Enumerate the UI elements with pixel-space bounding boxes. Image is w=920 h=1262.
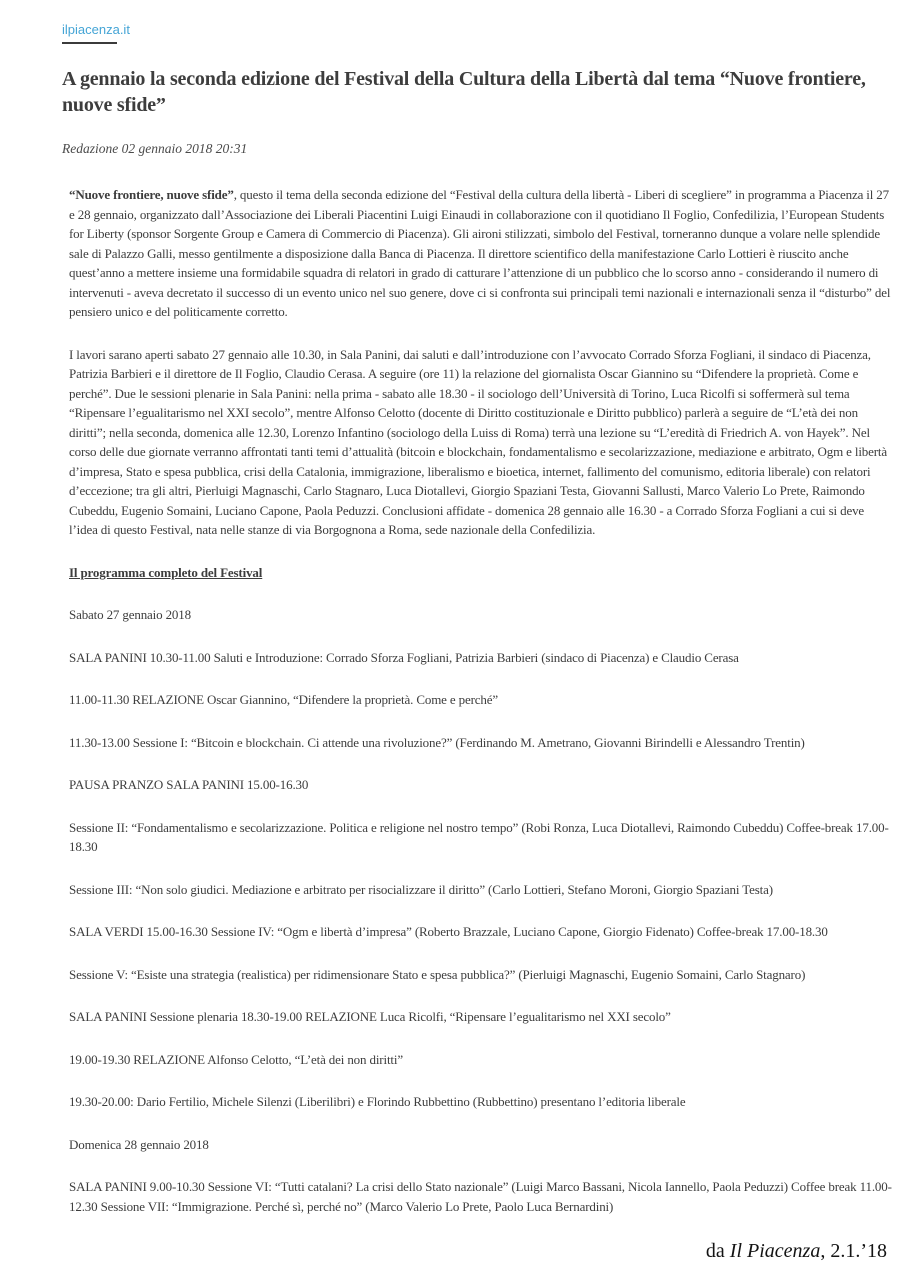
program-item: Sabato 27 gennaio 2018 xyxy=(69,607,191,622)
site-link[interactable]: ilpiacenza.it xyxy=(62,22,130,37)
program-item: Sessione II: “Fondamentalismo e secolarizzazione. Politica e religione nel nostro tempo” (Robi Ronza, Luca Diotallevi, Raimondo Cubeddu) Coffee-break 17.00-18.30 xyxy=(69,819,889,854)
attribution-prefix: da xyxy=(705,1240,730,1262)
program-item: Sessione V: “Esiste una strategia (realistica) per ridimensionare Stato e spesa pubblica?” (Pierluigi Magnaschi, Eugenio Somaini, Carlo Stagnaro) xyxy=(69,966,806,982)
program-item: 19.30-20.00: Dario Fertilio, Michele Silenzi (Liberilibri) e Florindo Rubbettino (Rubbettino) presentano l’editoria liberale xyxy=(69,1094,686,1109)
byline: Redazione 02 gennaio 2018 20:31 xyxy=(62,141,248,156)
program-item: SALA VERDI 15.00-16.30 Sessione IV: “Ogm e libertà d’impresa” (Roberto Brazzale, Luciano Capone, Giorgio Fidenato) Coffee-break 17.00-18.30 xyxy=(69,924,828,939)
program-item: Domenica 28 gennaio 2018 xyxy=(69,1136,209,1152)
program-item: 19.00-19.30 RELAZIONE Alfonso Celotto, “L’età dei non diritti” xyxy=(69,1051,403,1067)
article-paragraph xyxy=(69,185,893,322)
page-title: A gennaio la seconda edizione del Festival della Cultura della Libertà dal tema “Nuove frontiere, nuove sfide” xyxy=(62,68,866,116)
header-rule xyxy=(62,42,117,44)
article-paragraph: I lavori sarano aperti sabato 27 gennaio alle 10.30, in Sala Panini, dai saluti e dall’introduzione con l’avvocato Corrado Sforza Fogliani, il sindaco di Piacenza, Patrizia Barbieri e il direttore de Il Foglio, Claudio Cerasa. A seguire (ore 11) la relazione del giornalista Oscar Giannino su “Difendere la proprietà. Come e perché”. Due le sessioni plenarie in Sala Panini: nella prima - sabato alle 18.30 - il sociologo dell’Università di Torino, Luca Ricolfi si soffermerà sul tema “Ripensare l’egualitarismo nel XXI secolo”, mentre Alfonso Celotto (docente di Diritto costituzionale e Diritto pubblico) parlerà a seguire de “L’età dei non diritti”; nella seconda, domenica alle 12.30, Lorenzo Infantino (sociologo della Luiss di Roma) terrà una lezione su “L’eredità di Friedrich A. von Hayek”. Nel corso delle due giornate verranno affrontati tanti temi d’attualità (bitcoin e blockchain, fondamentalismo e secolarizzazione, mediazione e arbitrato, Ogm e libertà d’impresa, Stato e spesa pubblica, crisi della Catalonia, immigrazione, liberalismo e bioetica, internet, fallimento del comunismo, editoria liberale) con relatori d’eccezione; tra gli altri, Pierluigi Magnaschi, Carlo Stagnaro, Luca Diotallevi, Giorgio Spaziani Testa, Giovanni Sallusti, Marco Valerio Lo Prete, Raimondo Cubeddu, Eugenio Somaini, Luciano Capone, Paola Peduzzi. Conclusioni affidate - domenica 28 gennaio alle 16.30 - a Corrado Sforza Fogliani a cui si deve l’idea di questo Festival, nata nelle stanze di via Borgognona a Roma, sede nazionale della Confedilizia. xyxy=(69,346,888,537)
program-item: 11.00-11.30 RELAZIONE Oscar Giannino, “Difendere la proprietà. Come e perché” xyxy=(69,692,498,707)
source-attribution xyxy=(69,1239,887,1262)
paragraph-lead-bold: “Nuove frontiere, nuove sfide” xyxy=(69,187,234,202)
paragraph-text: , questo il tema della seconda edizione del “Festival della cultura della libertà - Liberi di scegliere” in programma a Piacenza il 27 e 28 gennaio, organizzato dall’Associazione dei Liberali Piacentini Luigi Einaudi in collaborazione con il quotidiano Il Foglio, Confedilizia, l’European Students for Liberty (sponsor Sorgente Group e Camera di Commercio di Piacenza). Gli aironi stilizzati, simbolo del Festival, torneranno dunque a volare nelle splendide sale di Palazzo Galli, messo gentilmente a disposizione dalla Banca di Piacenza. Il direttore scientifico della manifestazione Carlo Lottieri è riuscito anche quest’anno a mettere insieme una formidabile squadra di relatori in grado di catturare l’attenzione di un pubblico che lo scorso anno - considerando il numero di intervenuti - aveva decretato il successo di un evento unico nel suo genere, dove ci si confronta sui principali temi nazionali e internazionali senza il “disturbo” del pensiero unico e del politicamente corretto. xyxy=(69,187,891,319)
program-item: SALA PANINI 10.30-11.00 Saluti e Introduzione: Corrado Sforza Fogliani, Patrizia Barbieri (sindaco di Piacenza) e Claudio Cerasa xyxy=(69,649,739,665)
program-heading xyxy=(69,563,893,583)
program-heading-text: Il programma completo del Festival xyxy=(69,564,263,580)
attribution-date: , 2.1.’18 xyxy=(820,1240,887,1262)
program-item: Sessione III: “Non solo giudici. Mediazione e arbitrato per risocializzare il diritto” (Carlo Lottieri, Stefano Moroni, Giorgio Spaziani Testa) xyxy=(69,881,773,897)
program-item: SALA PANINI Sessione plenaria 18.30-19.00 RELAZIONE Luca Ricolfi, “Ripensare l’egualitarismo nel XXI secolo” xyxy=(69,1009,671,1024)
program-item: 11.30-13.00 Sessione I: “Bitcoin e blockchain. Ci attende una rivoluzione?” (Ferdinando M. Ametrano, Giovanni Birindelli e Alessandro Trentin) xyxy=(69,734,805,750)
article-body xyxy=(69,185,893,1216)
program-item: PAUSA PRANZO SALA PANINI 15.00-16.30 xyxy=(69,777,309,792)
attribution-source: Il Piacenza xyxy=(729,1240,821,1262)
program-item: SALA PANINI 9.00-10.30 Sessione VI: “Tutti catalani? La crisi dello Stato nazionale” (Luigi Marco Bassani, Nicola Iannello, Paola Peduzzi) Coffee break 11.00-12.30 Sessione VII: “Immigrazione. Perché sì, perché no” (Marco Valerio Lo Prete, Paolo Luca Bernardini) xyxy=(69,1179,892,1214)
